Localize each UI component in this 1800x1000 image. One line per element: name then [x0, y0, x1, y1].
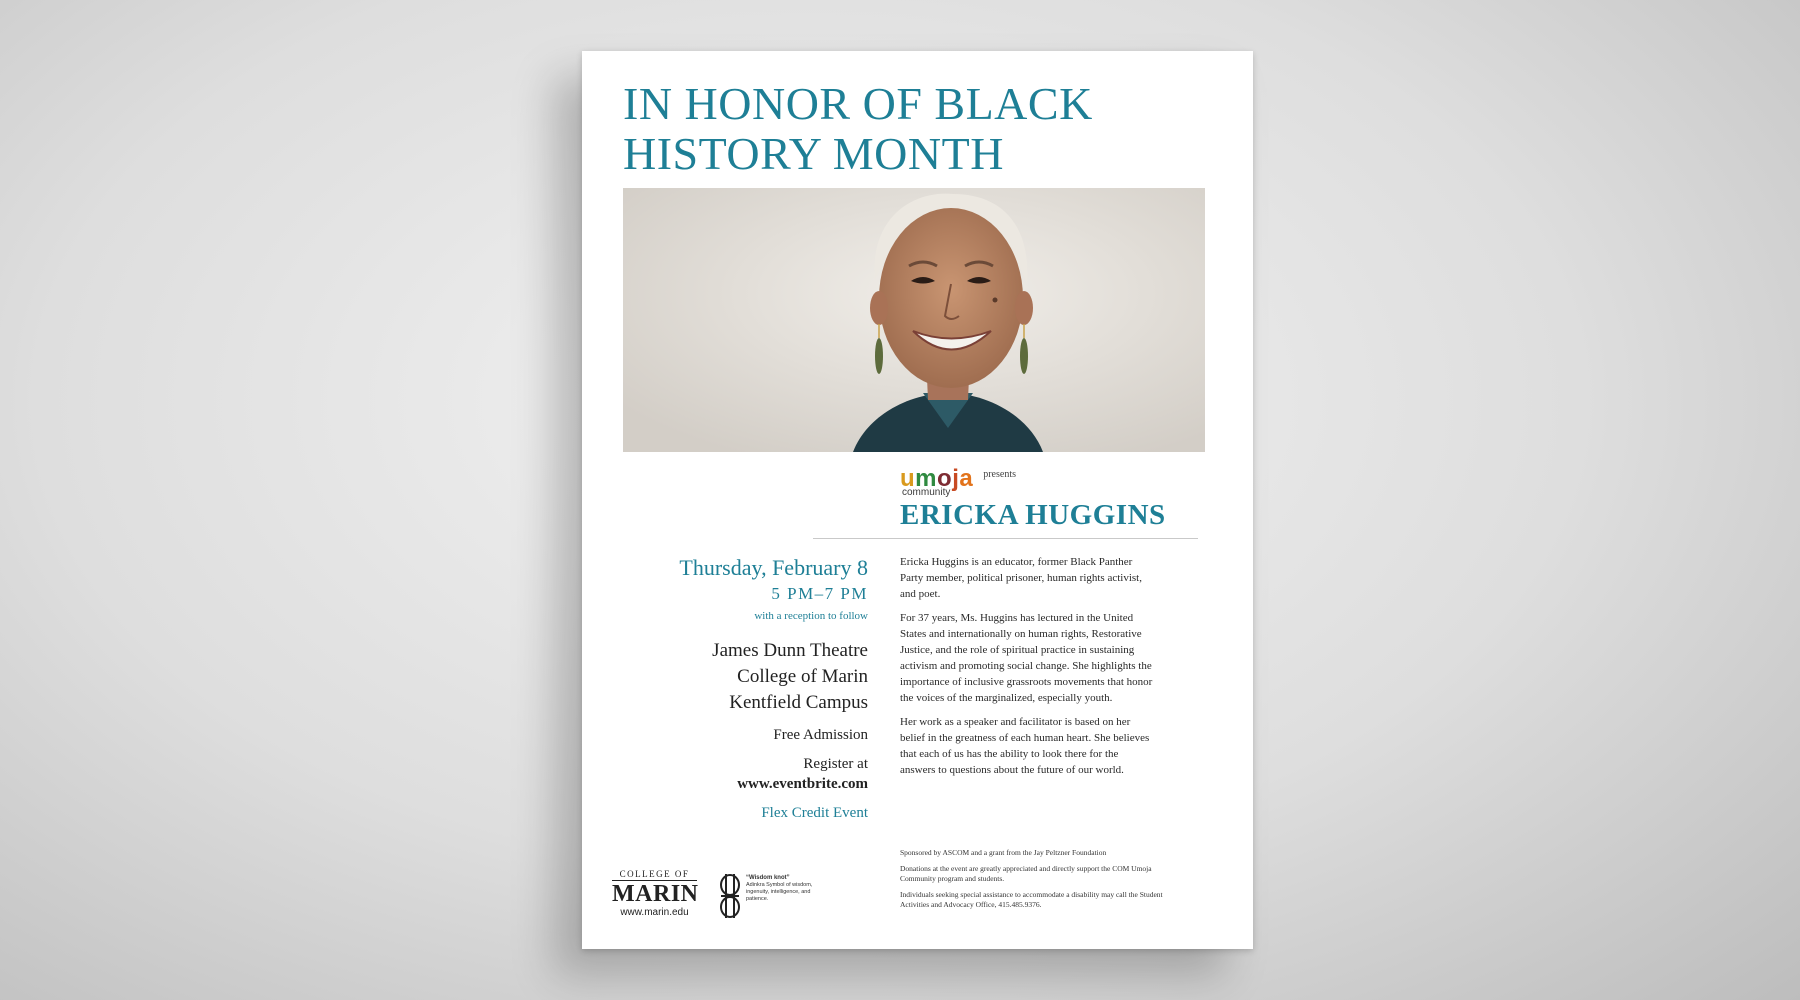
register-label: Register at [803, 756, 868, 772]
venue-line: College of Marin [737, 666, 868, 687]
college-logo-main: MARIN [612, 881, 699, 907]
umoja-logo [900, 465, 974, 498]
venue-line: James Dunn Theatre [712, 640, 868, 661]
portrait-illustration [623, 188, 1205, 452]
bio-paragraph: For 37 years, Ms. Huggins has lectured in the United States and internationally on human rights, Restorative Justice, and the role of spiritual practice in sustaining activism and promoting social change. She highlights the importance of inclusive grassroots movements that honor the voices of the marginalized, especially youth. [900, 612, 1153, 704]
flex-credit-label: Flex Credit Event [761, 805, 868, 821]
venue-line: Kentfield Campus [729, 692, 868, 713]
wisdom-knot-caption [746, 875, 831, 903]
fine-print [900, 848, 1170, 916]
event-note: with a reception to follow [754, 610, 868, 622]
college-logo-top: COLLEGE OF [612, 869, 697, 881]
divider-rule [813, 538, 1198, 539]
fine-print-line: Donations at the event are greatly appreciated and directly support the COM Umoja Community program and students. [900, 864, 1152, 883]
wisdom-knot-title: “Wisdom knot” [746, 875, 790, 881]
fine-print-line: Individuals seeking special assistance to accommodate a disability may call the Student Activities and Advocacy Office, 415.485.9376. [900, 890, 1163, 909]
poster-headline: IN HONOR OF BLACK HISTORY MONTH [623, 78, 1093, 179]
umoja-letter: m [915, 465, 938, 492]
college-url[interactable]: www.marin.edu [620, 907, 689, 918]
speaker-portrait [623, 188, 1205, 452]
register-link[interactable]: www.eventbrite.com [737, 776, 868, 792]
umoja-community-label: community [902, 487, 951, 498]
bio-paragraph: Her work as a speaker and facilitator is based on her belief in the greatness of each human heart. She believes that each of us has the ability to look there for the answers to questions about the future of our world. [900, 716, 1150, 776]
wisdom-knot-icon [717, 872, 743, 920]
presenter-line [900, 465, 1200, 498]
wisdom-knot-description: Adinkra Symbol of wisdom, ingenuity, intelligence, and patience. [746, 882, 813, 902]
umoja-letter: a [959, 465, 974, 492]
speaker-name: ERICKA HUGGINS [900, 499, 1166, 531]
event-date: Thursday, February 8 [679, 555, 868, 580]
admission-text: Free Admission [773, 727, 868, 743]
fine-print-line: Sponsored by ASCOM and a grant from the Jay Peltzner Foundation [900, 848, 1107, 857]
umoja-letter: o [937, 465, 953, 492]
umoja-letter: j [952, 465, 960, 492]
event-poster [582, 51, 1253, 949]
bio-paragraph: Ericka Huggins is an educator, former Black Panther Party member, political prisoner, human rights activist, and poet. [900, 556, 1142, 600]
presents-label: presents [983, 469, 1016, 480]
speaker-bio [900, 554, 1155, 786]
event-time: 5 PM–7 PM [771, 584, 868, 603]
college-of-marin-logo [612, 869, 697, 919]
event-details [608, 554, 868, 824]
umoja-letter: u [900, 465, 916, 492]
